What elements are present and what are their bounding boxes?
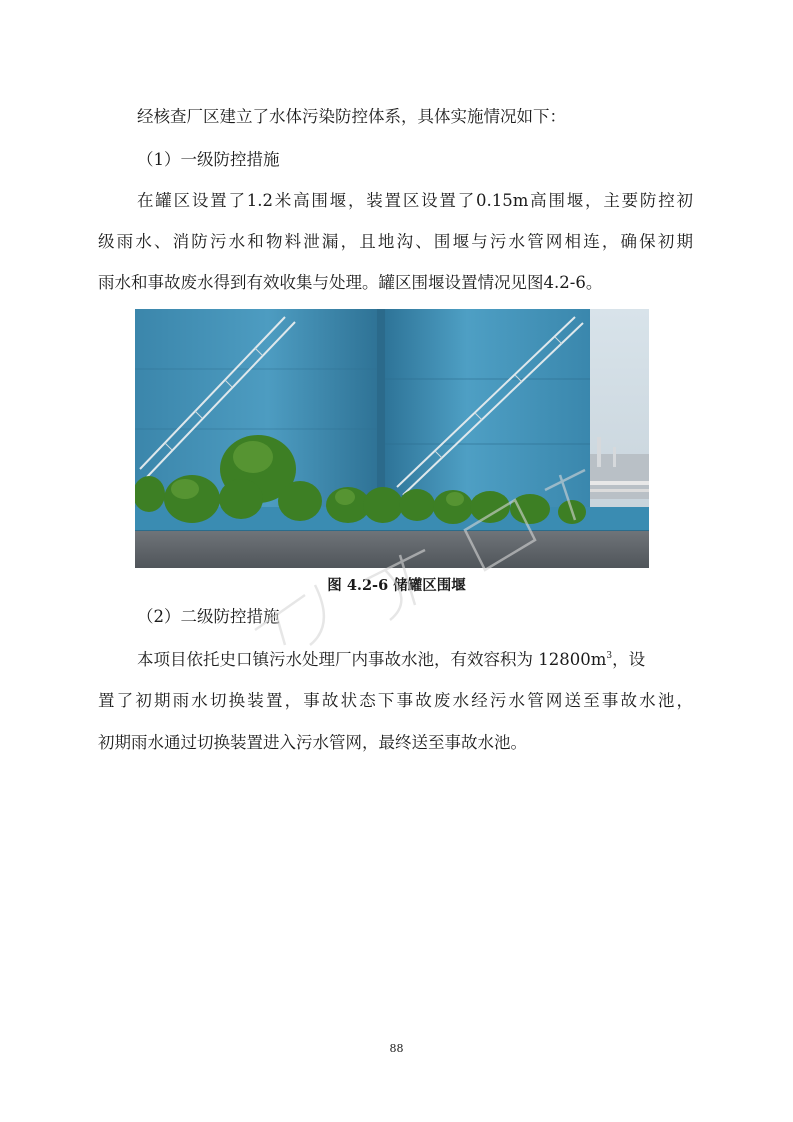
- paragraph-2-line-2: 置了初期雨水切换装置，事故状态下事故废水经污水管网送至事故水池，: [98, 691, 693, 710]
- tank-farm-photo: [135, 309, 649, 568]
- page-number: 88: [389, 1042, 404, 1055]
- paragraph-2-line-1-text: 本项目依托史口镇污水处理厂内事故水池，有效容积为 12800m: [137, 650, 607, 669]
- paragraph-2-line-1: [137, 650, 693, 670]
- paragraph-2-line-3: 初期雨水通过切换装置进入污水管网，最终送至事故水池。: [98, 733, 527, 752]
- intro-paragraph: 经核查厂区建立了水体污染防控体系，具体实施情况如下：: [137, 107, 566, 126]
- paragraph-2-line-1-end: ，设: [612, 650, 646, 669]
- paragraph-1-line-1: 在罐区设置了1.2米高围堰，装置区设置了0.15m高围堰，主要防控初: [137, 191, 693, 210]
- superscript-cubic: 3: [606, 651, 613, 661]
- paragraph-1-line-2: 级雨水、消防污水和物料泄漏，且地沟、围堰与污水管网相连，确保初期: [98, 232, 693, 251]
- heading-primary-measures: （1）一级防控措施: [137, 150, 280, 169]
- heading-secondary-measures: （2）二级防控措施: [137, 607, 280, 626]
- paragraph-1-line-3: 雨水和事故废水得到有效收集与处理。罐区围堰设置情况见图4.2-6。: [98, 273, 603, 292]
- figure-caption: 图 4.2-6 储罐区围堰: [327, 577, 466, 594]
